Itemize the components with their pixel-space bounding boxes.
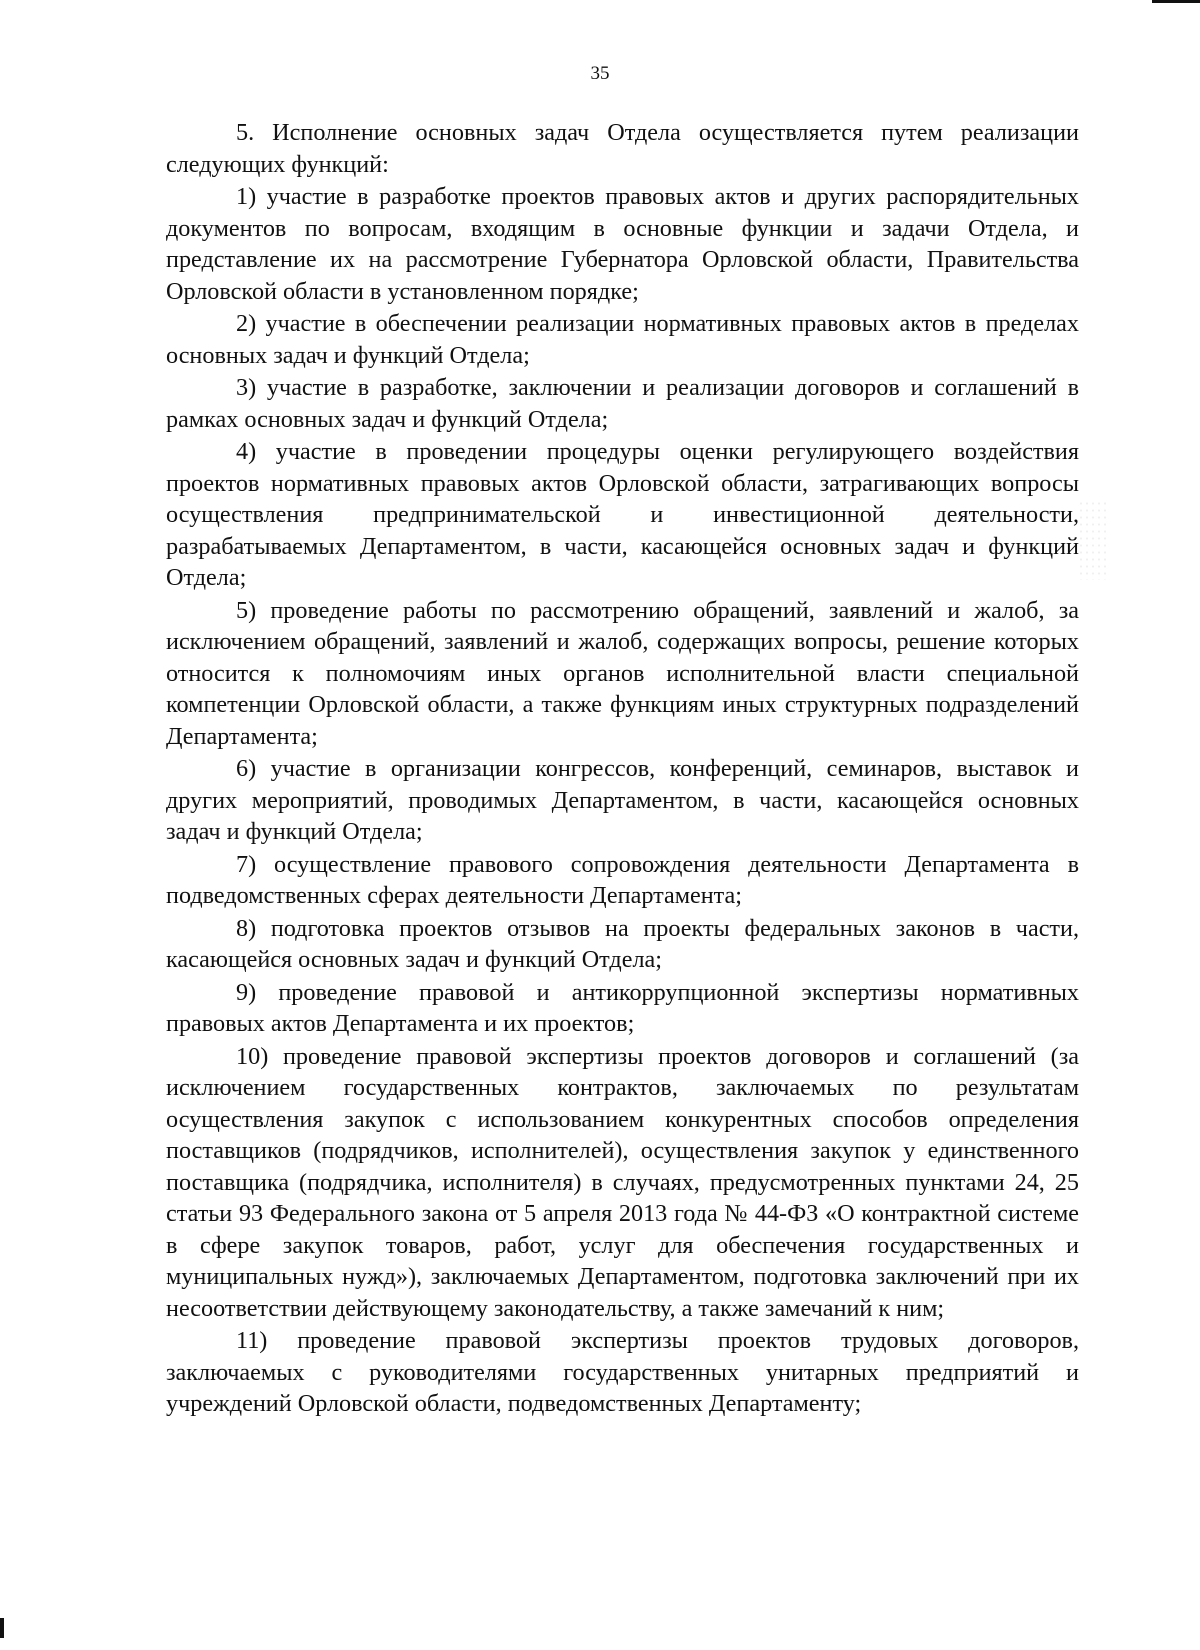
paragraph-item-9: 9) проведение правовой и антикоррупционной экспертизы нормативных правовых актов Департамента и их проектов;	[166, 978, 1079, 1037]
scan-noise	[1078, 500, 1108, 580]
paragraph-item-1: 1) участие в разработке проектов правовых актов и других распорядительных документов по вопросам, входящим в основные функции и задачи Отдела, и представление их на рассмотрение Губернатора Орловской области, Правительства Орловской области в установленном порядке;	[166, 183, 1079, 305]
paragraph-item-8: 8) подготовка проектов отзывов на проекты федеральных законов в части, касающейся основных задач и функций Отдела;	[166, 914, 1079, 973]
page-number: 35	[590, 63, 610, 84]
scan-edge-mark	[1152, 0, 1200, 3]
paragraph-item-4: 4) участие в проведении процедуры оценки регулирующего воздействия проектов нормативных правовых актов Орловской области, затрагивающих вопросы осуществления предпринимательской и инвестиционной деятельности, разрабатываемых Департаментом, в части, касающейся основных задач и функций Отдела;	[166, 438, 1079, 591]
paragraph-intro: 5. Исполнение основных задач Отдела осуществляется путем реализации следующих функций:	[166, 119, 1079, 178]
paragraph-item-5: 5) проведение работы по рассмотрению обращений, заявлений и жалоб, за исключением обращений, заявлений и жалоб, содержащих вопросы, решение которых относится к полномочиям иных органов исполнительной власти специальной компетенции Орловской области, а также функциям иных структурных подразделений Департамента;	[166, 596, 1079, 750]
paragraph-item-11: 11) проведение правовой экспертизы проектов трудовых договоров, заключаемых с руководителями государственных унитарных предприятий и учреждений Орловской области, подведомственных Департаменту;	[166, 1327, 1079, 1417]
paragraph-item-10: 10) проведение правовой экспертизы проектов договоров и соглашений (за исключением государственных контрактов, заключаемых по результатам осуществления закупок с использованием конкурентных способов определения поставщиков (подрядчиков, исполнителей), осуществления закупок у единственного поставщика (подрядчика, исполнителя) в случаях, предусмотренных пунктами 24, 25 статьи 93 Федерального закона от 5 апреля 2013 года № 44-ФЗ «О контрактной системе в сфере закупок товаров, работ, услуг для обеспечения государственных и муниципальных нужд»), заключаемых Департаментом, подготовка заключений при их несоответствии действующему законодательству, а также замечаний к ним;	[166, 1042, 1079, 1322]
document-body	[166, 117, 1079, 1421]
scan-edge-mark	[0, 1618, 4, 1638]
paragraph-item-2: 2) участие в обеспечении реализации нормативных правовых актов в пределах основных задач и функций Отдела;	[166, 310, 1079, 369]
paragraph-item-7: 7) осуществление правового сопровождения деятельности Департамента в подведомственных сферах деятельности Департамента;	[166, 850, 1079, 909]
paragraph-item-3: 3) участие в разработке, заключении и реализации договоров и соглашений в рамках основных задач и функций Отдела;	[166, 374, 1079, 433]
paragraph-item-6: 6) участие в организации конгрессов, конференций, семинаров, выставок и других мероприятий, проводимых Департаментом, в части, касающейся основных задач и функций Отдела;	[166, 755, 1079, 845]
